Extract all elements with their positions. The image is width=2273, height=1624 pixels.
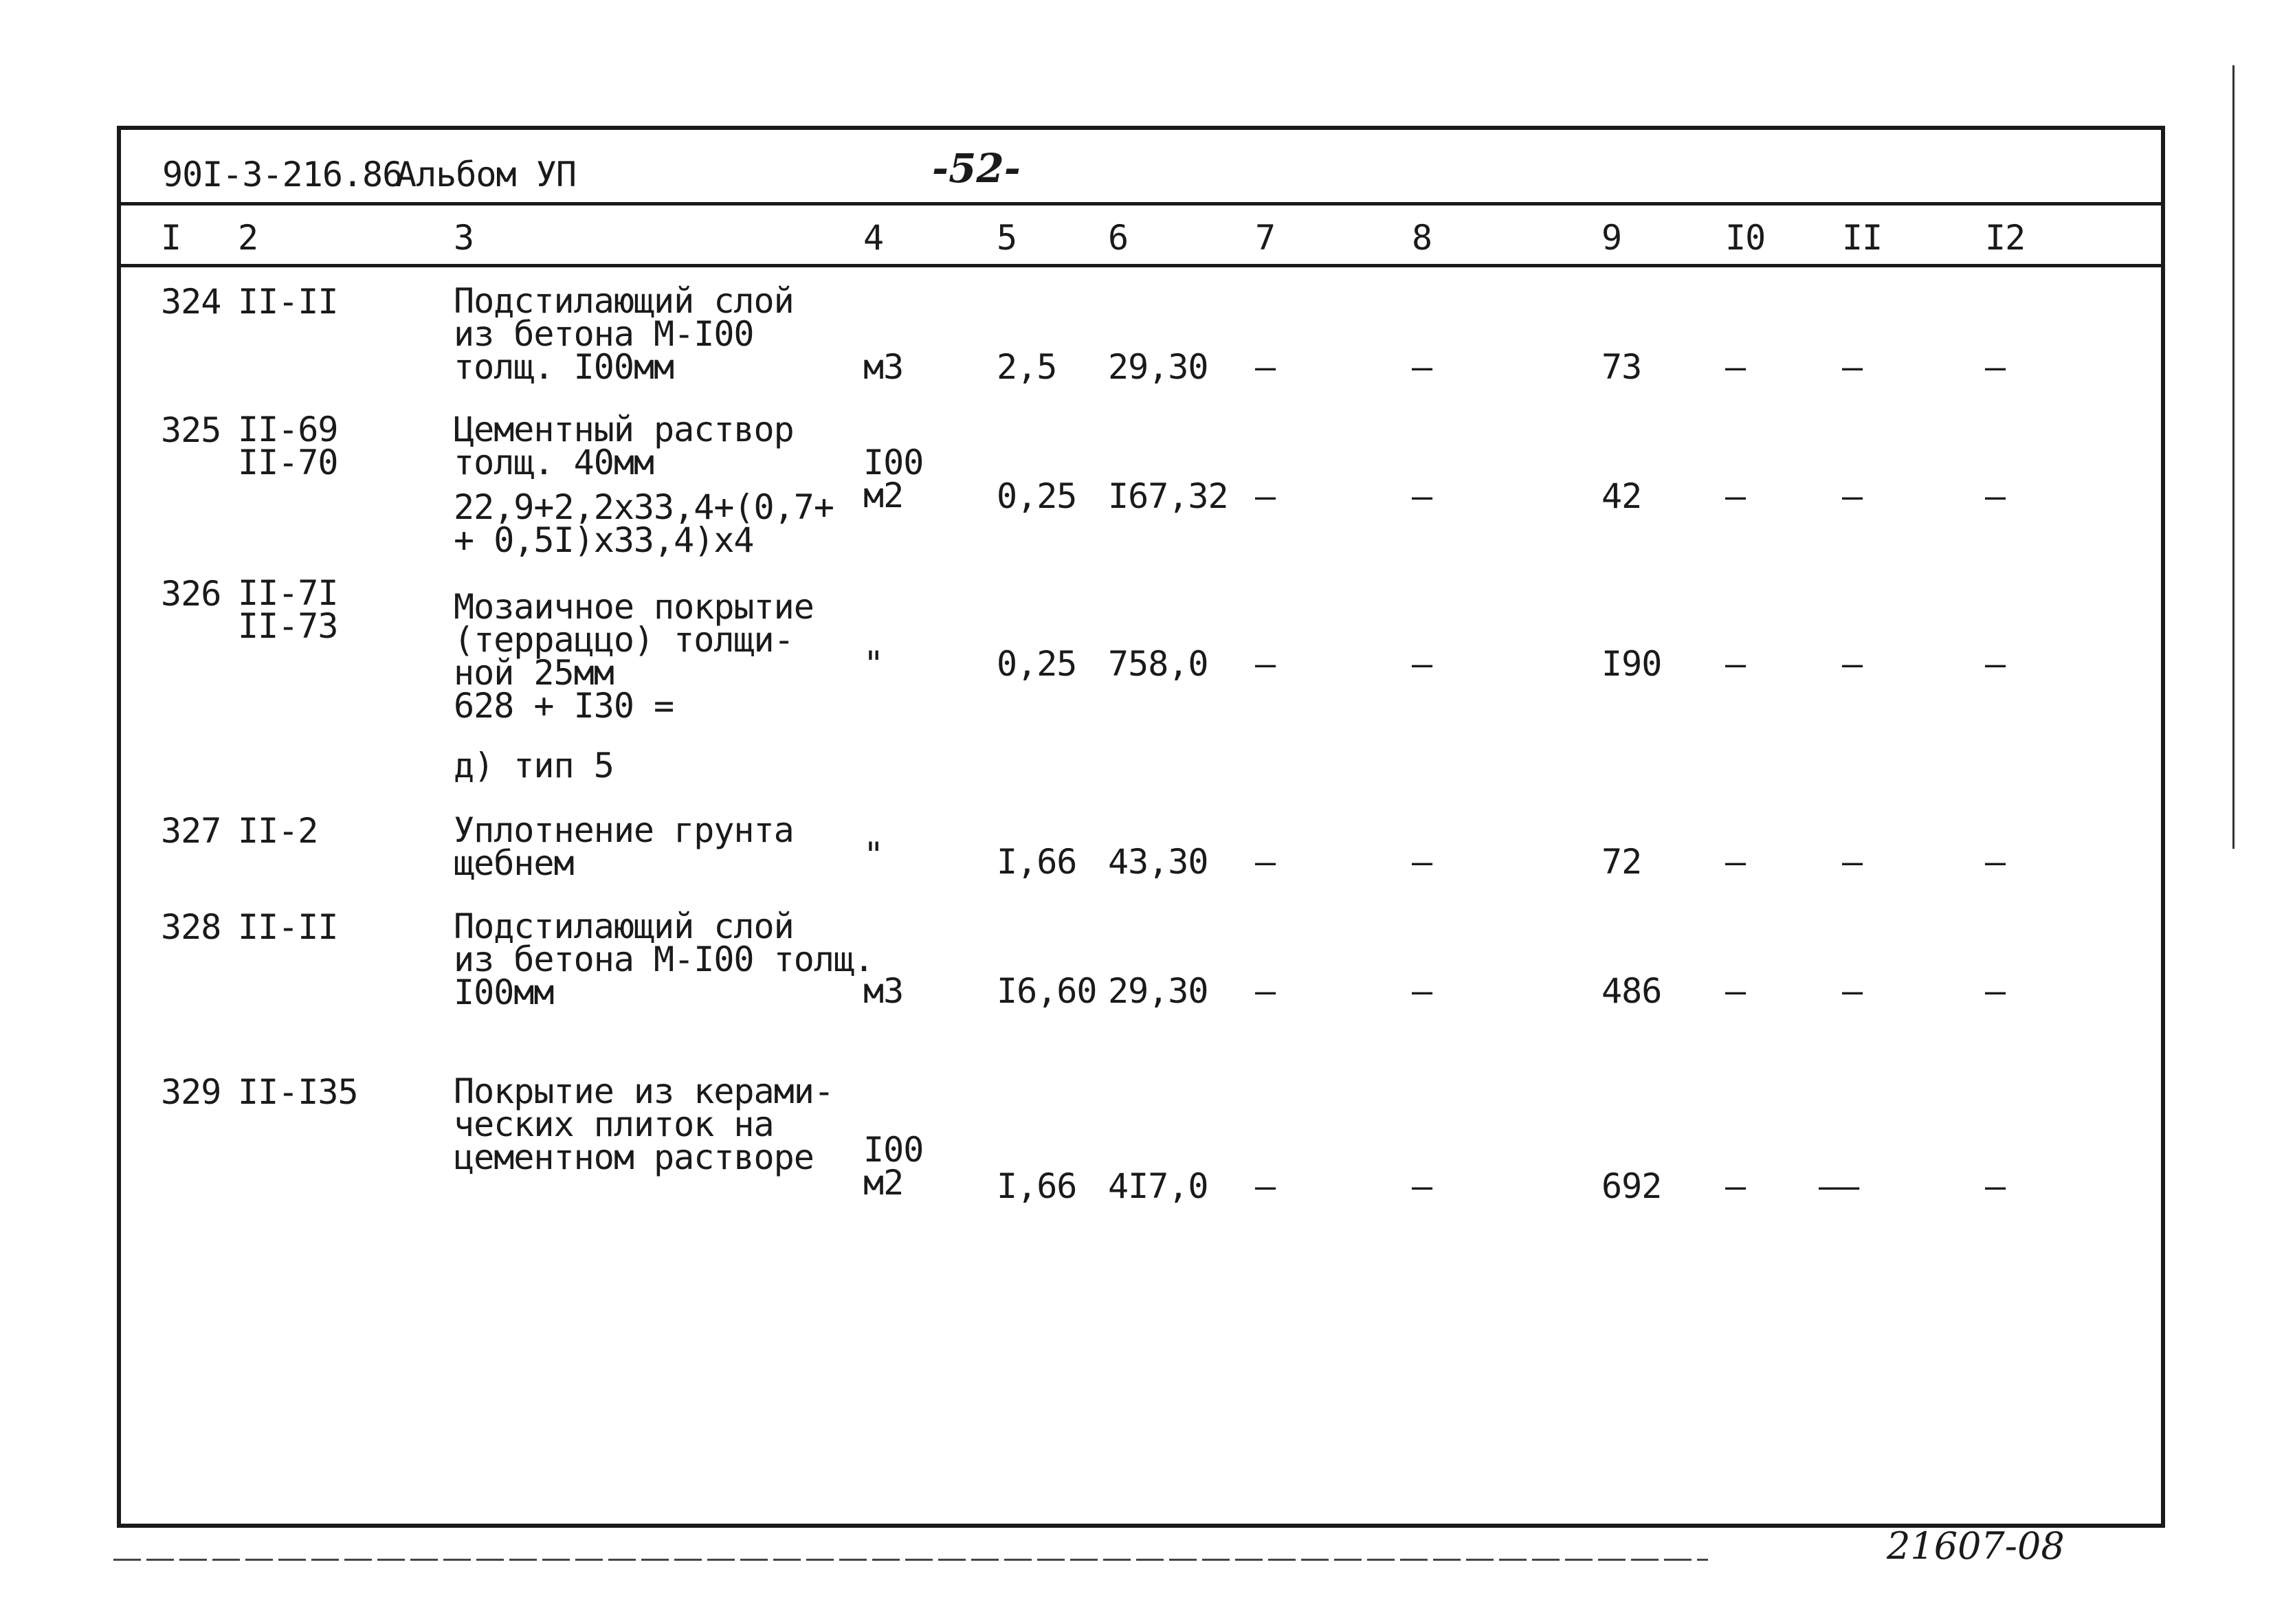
col-header-3: 3 — [454, 218, 474, 258]
row-desc: Покрытие из керами- ческих плиток на цементном растворе — [454, 1071, 834, 1177]
row-col11: – — [1842, 644, 1863, 684]
row-col12: – — [1985, 347, 2006, 387]
row-col11: – — [1842, 842, 1863, 882]
col-header-8: 8 — [1412, 218, 1432, 258]
doc-code: 90I-3-216.86 — [162, 155, 403, 194]
row-col9: I90 — [1601, 644, 1662, 684]
row-col8: – — [1412, 347, 1432, 387]
row-code: II-II — [238, 907, 338, 947]
archive-stamp: 21607-08 — [1887, 1524, 2065, 1568]
row-num: 329 — [161, 1072, 221, 1112]
row-desc: Мозаичное покрытие (терраццо) толщи- ной 25мм 628 + I30 = — [454, 587, 814, 726]
row-unit: " — [863, 644, 884, 684]
row-code: II-I35 — [238, 1072, 358, 1112]
row-price: 4I7,0 — [1108, 1166, 1208, 1206]
row-col7: – — [1255, 347, 1276, 387]
row-col10: – — [1725, 476, 1746, 516]
row-unit: " — [863, 835, 884, 875]
row-num: 326 — [161, 574, 221, 614]
row-qty: 2,5 — [997, 347, 1057, 387]
row-col7: – — [1255, 1166, 1276, 1206]
col-header-6: 6 — [1108, 218, 1129, 258]
row-col7: – — [1255, 842, 1276, 882]
row-col7: – — [1255, 476, 1276, 516]
row-col10: – — [1725, 347, 1746, 387]
col-header-4: 4 — [863, 218, 884, 258]
row-col9: 42 — [1601, 476, 1642, 516]
row-unit: м3 — [863, 971, 904, 1011]
row-col8: – — [1412, 644, 1432, 684]
row-num: 327 — [161, 811, 221, 851]
col-header-5: 5 — [997, 218, 1017, 258]
col-header-7: 7 — [1255, 218, 1276, 258]
row-col8: – — [1412, 1166, 1432, 1206]
row-col10: – — [1725, 971, 1746, 1011]
row-col12: – — [1985, 1166, 2006, 1206]
row-col8: – — [1412, 476, 1432, 516]
row-num: 324 — [161, 282, 221, 322]
col-header-12: I2 — [1985, 218, 2026, 258]
row-col8: – — [1412, 842, 1432, 882]
row-col10: – — [1725, 644, 1746, 684]
column-header-row — [121, 205, 2161, 267]
row-desc: Цементный раствор толщ. 40мм — [454, 410, 794, 482]
margin-rule — [2232, 65, 2235, 849]
row-unit: I00 м2 — [863, 1130, 924, 1203]
row-price: 29,30 — [1108, 971, 1208, 1011]
page-number: -52- — [932, 145, 1021, 192]
row-code: II-II — [238, 282, 338, 322]
document-sheet — [117, 126, 2165, 1528]
row-unit: I00 м2 — [863, 443, 924, 515]
col-header-2: 2 — [238, 218, 258, 258]
row-col7: – — [1255, 644, 1276, 684]
row-price: 758,0 — [1108, 644, 1208, 684]
section-subheading: д) тип 5 — [454, 746, 614, 786]
row-price: 43,30 — [1108, 842, 1208, 882]
row-price: 29,30 — [1108, 347, 1208, 387]
row-code: II-69 II-70 — [238, 410, 338, 482]
row-col10: – — [1725, 842, 1746, 882]
row-desc-formula: 22,9+2,2x33,4+(0,7+ + 0,5I)x33,4)x4 — [454, 487, 834, 560]
row-col12: – — [1985, 644, 2006, 684]
row-col12: – — [1985, 842, 2006, 882]
row-desc: Уплотнение грунта щебнем — [454, 810, 794, 883]
row-col12: – — [1985, 476, 2006, 516]
row-qty: I6,60 — [997, 971, 1097, 1011]
row-col11: – — [1842, 476, 1863, 516]
row-desc: Подстилающий слой из бетона М-I00 толщ. I00мм — [454, 281, 794, 387]
row-col9: 73 — [1601, 347, 1642, 387]
row-col8: – — [1412, 971, 1432, 1011]
bottom-rule — [113, 1559, 1708, 1561]
row-col11: – — [1842, 971, 1863, 1011]
row-code: II-7I II-73 — [238, 573, 338, 646]
document-header — [121, 130, 2161, 205]
row-code: II-2 — [238, 811, 318, 851]
row-col9: 486 — [1601, 971, 1662, 1011]
row-col12: – — [1985, 971, 2006, 1011]
col-header-9: 9 — [1601, 218, 1622, 258]
col-header-1: I — [161, 218, 181, 258]
album-label: Альбом УП — [396, 155, 576, 194]
row-col11: –– — [1819, 1166, 1859, 1206]
row-col11: – — [1842, 347, 1863, 387]
row-col9: 692 — [1601, 1166, 1662, 1206]
col-header-11: II — [1842, 218, 1883, 258]
row-col9: 72 — [1601, 842, 1642, 882]
row-qty: I,66 — [997, 842, 1077, 882]
row-col10: – — [1725, 1166, 1746, 1206]
row-col7: – — [1255, 971, 1276, 1011]
row-unit: м3 — [863, 347, 904, 387]
row-qty: 0,25 — [997, 476, 1077, 516]
row-qty: 0,25 — [997, 644, 1077, 684]
row-price: I67,32 — [1108, 476, 1228, 516]
row-num: 328 — [161, 907, 221, 947]
row-num: 325 — [161, 410, 221, 450]
row-desc: Подстилающий слой из бетона М-I00 толщ. I00мм — [454, 906, 874, 1012]
row-qty: I,66 — [997, 1166, 1077, 1206]
col-header-10: I0 — [1725, 218, 1766, 258]
